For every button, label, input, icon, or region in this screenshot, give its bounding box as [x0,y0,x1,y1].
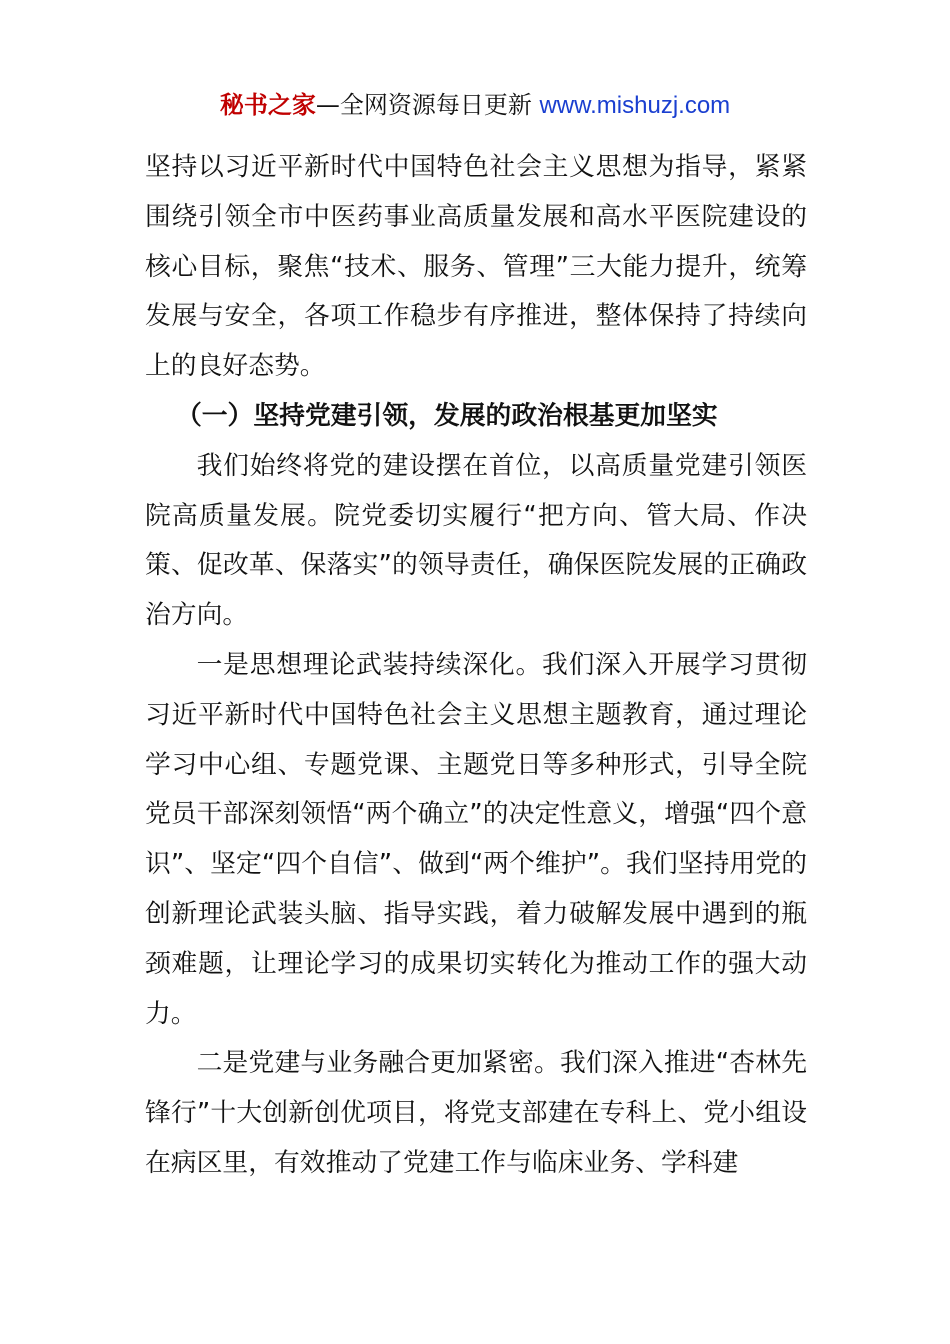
section-heading: （一）坚持党建引领，发展的政治根基更加坚实 [175,400,718,431]
paragraph-theory: 一是思想理论武装持续深化。我们深入开展学习贯彻习近平新时代中国特色社会主义思想主题教育，通过理论学习中心组、专题党课、主题党日等多种形式，引导全院党员干部深刻领悟“两个确立”的决定性意义，增强“四个意识”、坚定“四个自信”、做到“两个维护”。我们坚持用党的创新理论武装头脑、指导实践，着力破解发展中遇到的瓶颈难题，让理论学习的成果切实转化为推动工作的强大动力。 [145,649,807,1029]
paragraph-integration: 二是党建与业务融合更加紧密。我们深入推进“杏林先锋行”十大创新创优项目，将党支部建在专科上、党小组设在病区里，有效推动了党建工作与临床业务、学科建 [145,1048,807,1178]
site-url-link[interactable]: www.mishuzj.com [539,92,731,119]
paragraph-leadership: 我们始终将党的建设摆在首位，以高质量党建引领医院高质量发展。院党委切实履行“把方向、管大局、作决策、促改革、保落实”的领导责任，确保医院发展的正确政治方向。 [145,450,807,631]
document-body [145,143,807,1189]
intro-paragraph: 坚持以习近平新时代中国特色社会主义思想为指导，紧紧围绕引领全市中医药事业高质量发展和高水平医院建设的核心目标，聚焦“技术、服务、管理”三大能力提升，统筹发展与安全，各项工作稳步有序推进，整体保持了持续向上的良好态势。 [145,152,807,382]
site-tagline: —全网资源每日更新 [315,91,540,119]
site-header [0,88,950,123]
site-brand: 秘书之家 [219,91,316,119]
